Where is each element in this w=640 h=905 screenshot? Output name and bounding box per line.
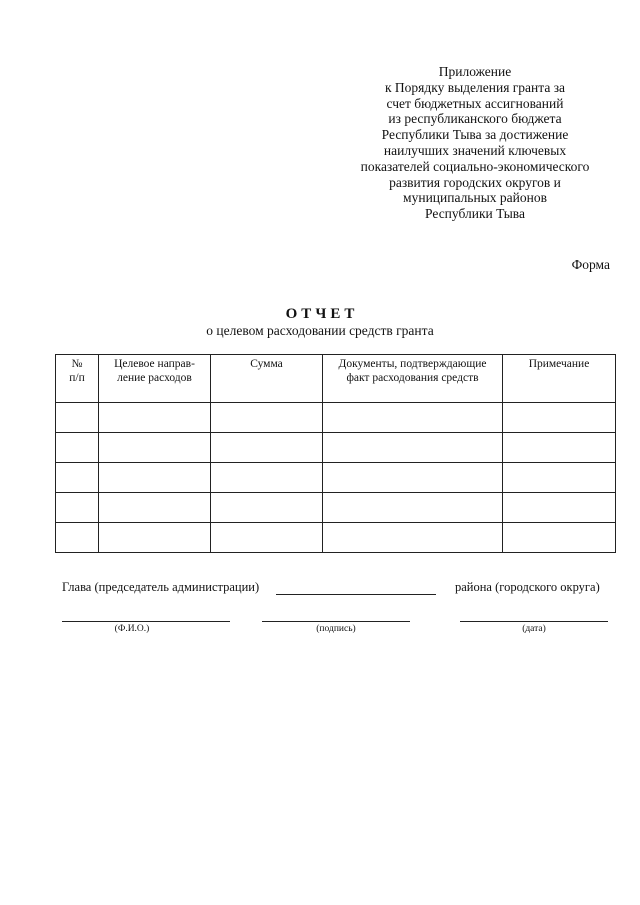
table-cell[interactable] [503,463,616,493]
table-cell[interactable] [56,433,99,463]
name-caption: (Ф.И.О.) [114,624,150,634]
table-cell[interactable] [56,403,99,433]
header-documents: Документы, подтверждающие факт расходования средств [323,355,503,403]
appendix-line: Приложение [438,64,512,79]
appendix-line: муниципальных районов [403,190,547,206]
district-label: района (городского округа) [455,580,600,594]
appendix-line: счет бюджетных ассигнований [386,95,564,111]
table-cell[interactable] [323,493,503,523]
report-table [55,354,616,553]
head-label: Глава (председатель администрации) [62,580,260,594]
table-cell[interactable] [503,493,616,523]
date-caption: (дата) [522,624,546,634]
table-row [56,433,616,463]
appendix-line: Республики Тыва за достижение [381,127,569,143]
table-row [56,403,616,433]
report-subtitle: о целевом расходовании средств гранта [206,323,434,338]
header-amount: Сумма [211,355,323,403]
table-row [56,523,616,553]
table-cell[interactable] [211,463,323,493]
table-cell[interactable] [99,403,211,433]
table-cell[interactable] [211,523,323,553]
table-cell[interactable] [503,403,616,433]
table-cell[interactable] [56,523,99,553]
appendix-line: из республиканского бюджета [388,111,562,127]
head-signature-blank[interactable] [276,594,436,595]
name-blank[interactable] [62,621,230,622]
table-cell[interactable] [323,433,503,463]
appendix-line: развития городских округов и [389,174,561,190]
table-cell[interactable] [56,493,99,523]
header-purpose: Целевое направ- ление расходов [99,355,211,403]
table-cell[interactable] [99,493,211,523]
table-cell[interactable] [323,403,503,433]
table-cell[interactable] [323,463,503,493]
appendix-line: наилучших значений ключевых [383,142,567,158]
table-cell[interactable] [323,523,503,553]
appendix-line: Республики Тыва [425,206,525,222]
report-title: ОТЧЕТ [285,306,359,322]
form-label: Форма [571,257,610,272]
table-cell[interactable] [99,523,211,553]
appendix-block [330,64,620,222]
sign-caption: (подпись) [316,624,356,634]
table-cell[interactable] [56,463,99,493]
table-cell[interactable] [503,433,616,463]
appendix-line: показателей социально-экономического [360,158,590,174]
signature-blank[interactable] [262,621,410,622]
table-row [56,463,616,493]
table-cell[interactable] [503,523,616,553]
table-cell[interactable] [99,463,211,493]
table-cell[interactable] [99,433,211,463]
table-header-row [56,355,616,403]
table-row [56,493,616,523]
appendix-line: к Порядку выделения гранта за [384,79,566,95]
date-blank[interactable] [460,621,608,622]
table-cell[interactable] [211,403,323,433]
table-cell[interactable] [211,493,323,523]
table-cell[interactable] [211,433,323,463]
header-note: Примечание [503,355,616,403]
header-number: № п/п [56,355,99,403]
